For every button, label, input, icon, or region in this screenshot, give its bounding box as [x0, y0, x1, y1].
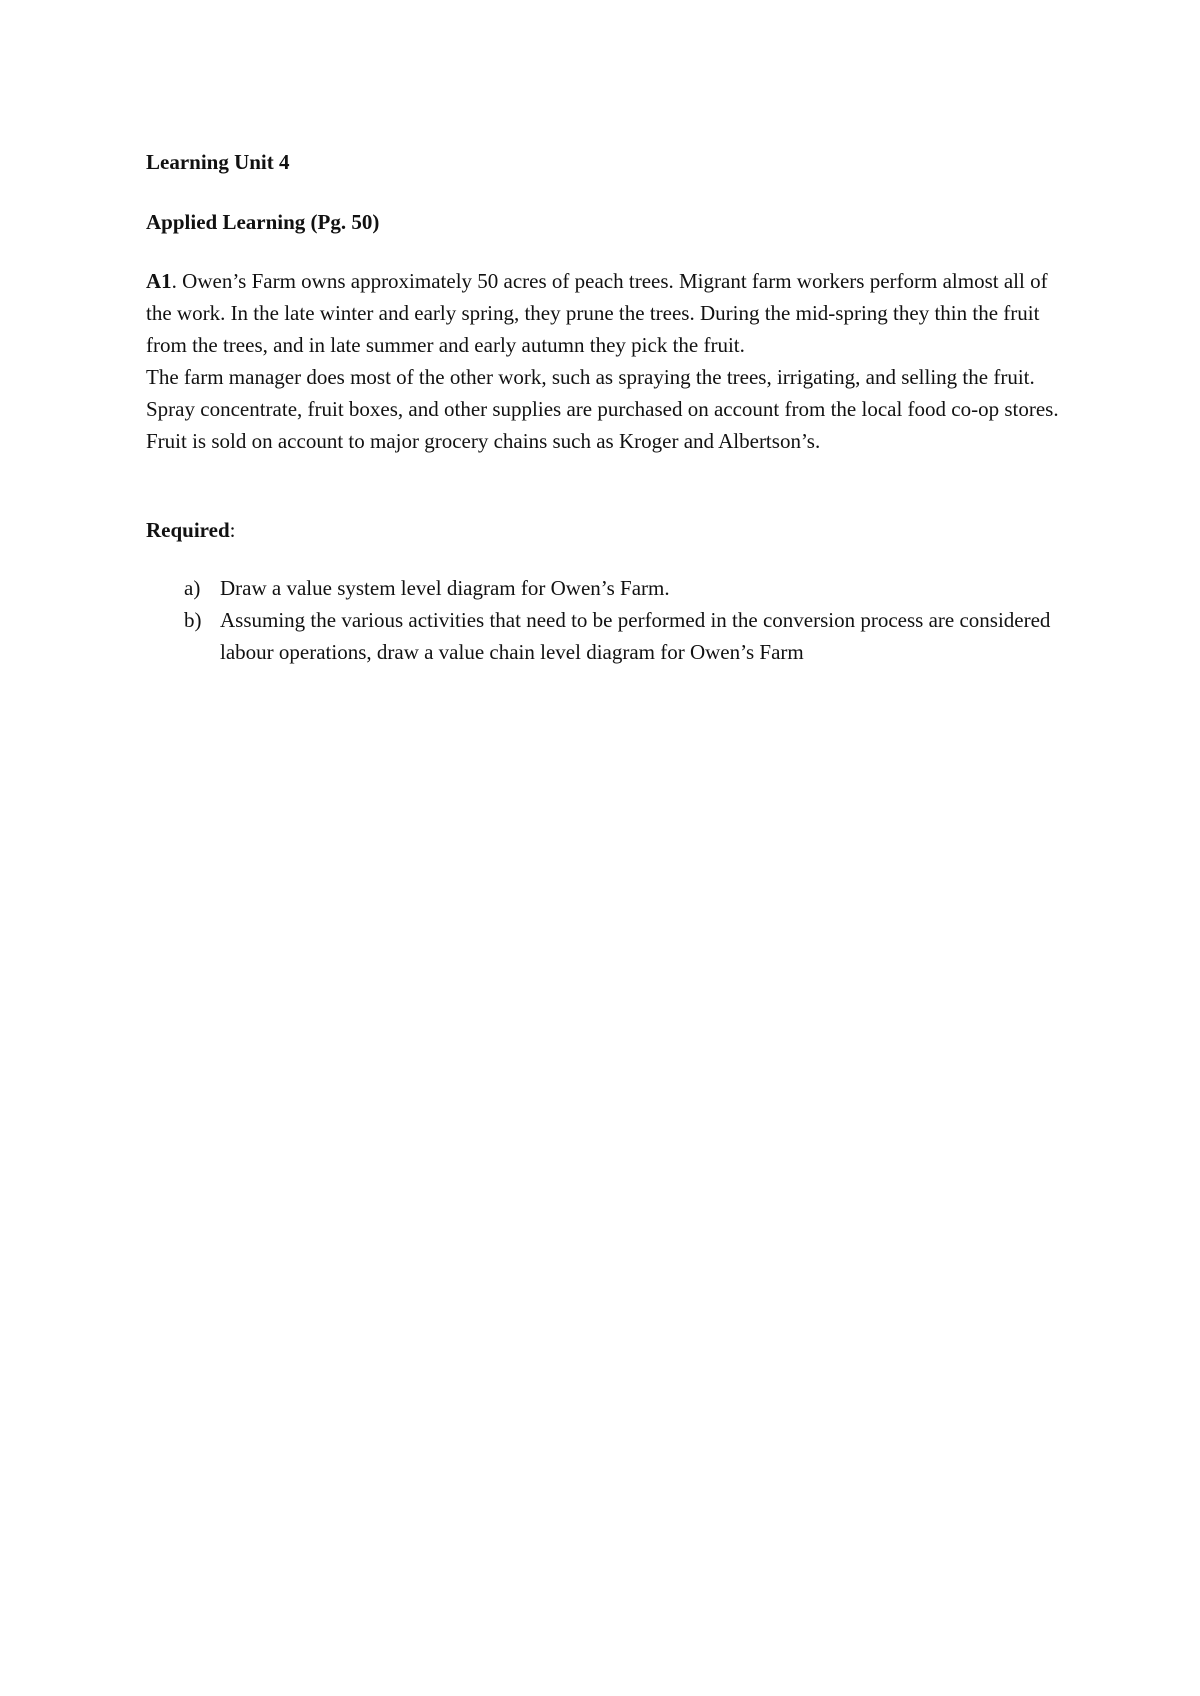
required-suffix: :	[229, 518, 236, 542]
task-marker: a)	[184, 576, 201, 600]
task-text: Draw a value system level diagram for Owen’s Farm.	[220, 576, 670, 600]
question-a1	[146, 265, 1066, 457]
task-marker: b)	[184, 608, 202, 632]
task-text: Assuming the various activities that need to be performed in the conversion process are considered labour operations, draw a value chain level diagram for Owen’s Farm	[220, 608, 1051, 664]
question-id-suffix: .	[171, 269, 177, 293]
section-title: Applied Learning (Pg. 50)	[146, 210, 380, 234]
list-item	[146, 572, 1066, 604]
required-label: Required	[146, 518, 230, 542]
list-item	[146, 604, 1066, 668]
question-paragraph-2: The farm manager does most of the other work, such as spraying the trees, irrigating, and selling the fruit. Spray concentrate, fruit boxes, and other supplies are purchased on account from the local food co-op stores. Fruit is sold on account to major grocery chains such as Kroger and Albertson’s.	[146, 365, 1059, 453]
question-paragraph-1-text: Owen’s Farm owns approximately 50 acres of peach trees. Migrant farm workers perform almost all of the work. In the late winter and early spring, they prune the trees. During the mid-spring they thin the fruit from the trees, and in late summer and early autumn they pick the fruit.	[146, 269, 1048, 357]
unit-title: Learning Unit 4	[146, 150, 290, 174]
question-id: A1	[146, 269, 172, 293]
task-list	[146, 572, 1066, 668]
document-content	[146, 146, 1066, 668]
question-paragraph-1	[146, 265, 1066, 361]
required-heading	[146, 514, 1066, 546]
